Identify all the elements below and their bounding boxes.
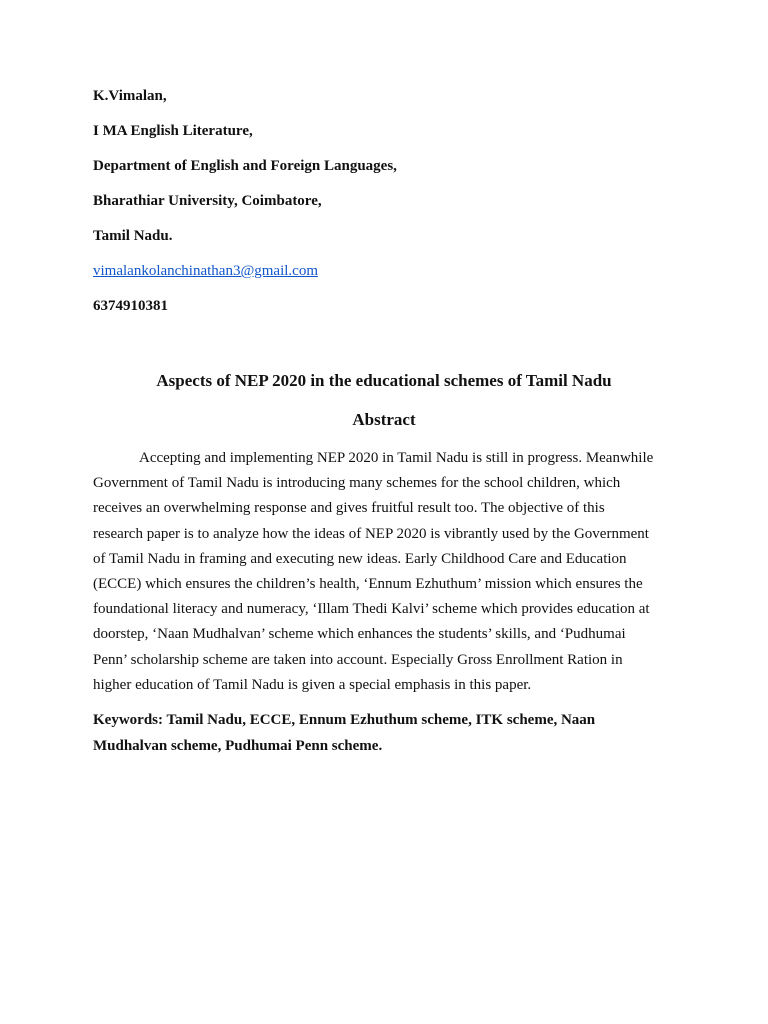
author-university: Bharathiar University, Coimbatore, [93,193,322,209]
abstract-line: doorstep, ‘Naan Mudhalvan’ scheme which enhances the students’ skills, and ‘Pudhumai [93,626,626,643]
keywords-line: Keywords: Tamil Nadu, ECCE, Ennum Ezhuthum scheme, ITK scheme, Naan [93,712,596,728]
abstract-line: higher education of Tamil Nadu is given a special emphasis in this paper. [93,676,532,693]
author-email-link[interactable]: vimalankolanchinathan3@gmail.com [93,263,318,279]
author-info-block [93,86,693,331]
author-phone: 6374910381 [93,298,168,314]
abstract-line: Accepting and implementing NEP 2020 in Tamil Nadu is still in progress. Meanwhile [139,450,654,466]
paper-title: Aspects of NEP 2020 in the educational schemes of Tamil Nadu [156,371,612,390]
abstract-line: Penn’ scholarship scheme are taken into account. Especially Gross Enrollment Ration in [93,651,623,668]
abstract-line: foundational literacy and numeracy, ‘Illam Thedi Kalvi’ scheme which provides education at [93,601,650,618]
author-name: K.Vimalan, [93,88,167,104]
author-program: I MA English Literature, [93,123,253,139]
keywords-line: Mudhalvan scheme, Pudhumai Penn scheme. [93,738,383,754]
abstract-line: Government of Tamil Nadu is introducing many schemes for the school children, which [93,475,621,492]
author-department: Department of English and Foreign Languages, [93,158,397,174]
author-state: Tamil Nadu. [93,228,173,244]
abstract-line: research paper is to analyze how the ideas of NEP 2020 is vibrantly used by the Government [93,525,649,542]
abstract-line: of Tamil Nadu in framing and executing new ideas. Early Childhood Care and Education [93,550,627,567]
abstract-line: receives an overwhelming response and gives fruitful result too. The objective of this [93,500,605,517]
abstract-heading: Abstract [352,410,416,429]
abstract-body [93,446,683,698]
keywords-block [93,707,683,759]
abstract-line: (ECCE) which ensures the children’s health, ‘Ennum Ezhuthum’ mission which ensures the [93,576,643,593]
